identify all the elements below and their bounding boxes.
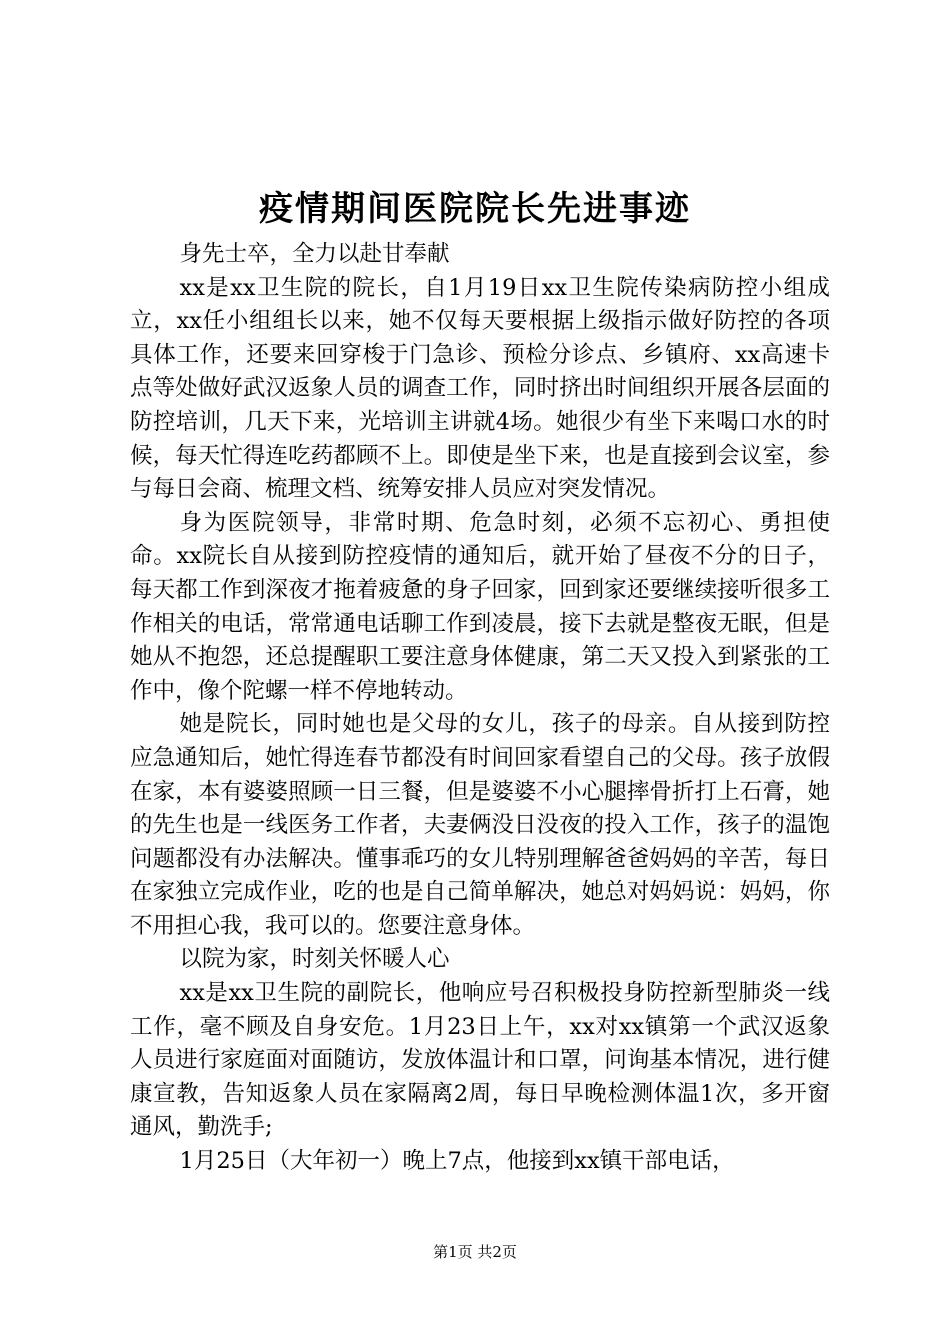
paragraph: xx是xx卫生院的副院长，他响应号召积极投身防控新型肺炎一线工作，毫不顾及自身安危。1月23日上午，xx对xx镇第一个武汉返象人员进行家庭面对面随访，发放体温计和口罩，问询基本情况，进行健康宣教，告知返象人员在家隔离2周，每日早晚检测体温1次，多开窗通风，勤洗手;: [130, 980, 830, 1141]
paragraph: 她是院长，同时她也是父母的女儿，孩子的母亲。自从接到防控应急通知后，她忙得连春节都没有时间回家看望自己的父母。孩子放假在家，本有婆婆照顾一日三餐，但是婆婆不小心腿摔骨折打上石膏，她的先生也是一线医务工作者，夫妻俩没日没夜的投入工作，孩子的温饱问题都没有办法解决。懂事乖巧的女儿特别理解爸爸妈妈的辛苦，每日在家独立完成作业，吃的也是自己简单解决，她总对妈妈说：妈妈，你不用担心我，我可以的。您要注意身体。: [130, 711, 830, 939]
section-heading: 身先士卒，全力以赴甘奉献: [179, 241, 450, 267]
page-title: 疫情期间医院院长先进事迹: [259, 189, 691, 229]
paragraph: xx是xx卫生院的院长，自1月19日xx卫生院传染病防控小组成立，xx任小组组长以来，她不仅每天要根据上级指示做好防控的各项具体工作，还要来回穿梭于门急诊、预检分诊点、乡镇府、xx高速卡点等处做好武汉返象人员的调查工作，同时挤出时间组织开展各层面的防控培训，几天下来，光培训主讲就4场。她很少有坐下来喝口水的时候，每天忙得连吃药都顾不上。即使是坐下来，也是直接到会议室，参与每日会商、梳理文档、统筹安排人员应对突发情况。: [130, 274, 830, 503]
paragraph: 身为医院领导，非常时期、危急时刻，必须不忘初心、勇担使命。xx院长自从接到防控疫情的通知后，就开始了昼夜不分的日子，每天都工作到深夜才拖着疲惫的身子回家，回到家还要继续接听很多工作相关的电话，常常通电话聊工作到凌晨，接下去就是整夜无眠，但是她从不抱怨，还总提醒职工要注意身体健康，第二天又投入到紧张的工作中，像个陀螺一样不停地转动。: [130, 509, 830, 704]
section-heading: 以院为家，时刻关怀暖人心: [179, 946, 450, 973]
document-body: [130, 238, 830, 1179]
paragraph: 1月25日（大年初一）晚上7点，他接到xx镇干部电话，: [179, 1148, 735, 1175]
page-number: 第1页 共2页: [433, 1243, 517, 1261]
